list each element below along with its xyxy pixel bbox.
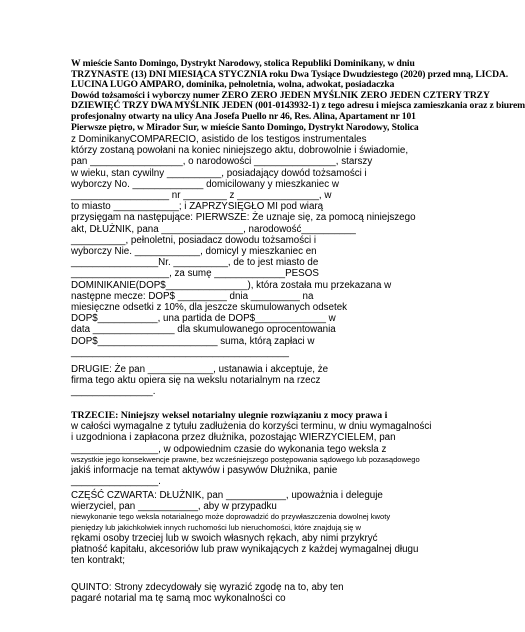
- first-paragraph: [71, 134, 441, 358]
- paragraph-line: przysięgam na następujące: PIERWSZE: Że uznaje się, za pomocą niniejszego: [71, 212, 416, 224]
- clause-line: _______________.: [71, 386, 156, 398]
- paragraph-line: to miasto ____________; i ZAPRZYSIĘGŁO MI pod wiarą: [71, 201, 324, 213]
- clause-line-small: niewykonanie tego weksla notarialnego może doprowadzić do przywłaszczenia dowolnej kwoty: [71, 512, 391, 522]
- clause-line-small: pieniędzy lub jakichkolwiek innych ruchomości lub nieruchomości, które znajdują się w: [71, 522, 361, 532]
- paragraph-line: ________________________________________: [71, 346, 289, 358]
- clause-line: w całości wymagalne z tytułu zadłużenia do korzyści terminu, w dniu wymagalności: [71, 421, 432, 433]
- notary-header: [71, 58, 525, 133]
- header-line: Dowód tożsamości i wyborczy numer ZERO ZERO JEDEN MYŚLNIK ZERO JEDEN CZTERY TRZY: [71, 89, 490, 101]
- header-line: DZIEWIĘĆ TRZY DWA MYŚLNIK JEDEN (001-0143932-1) z tego adresu i miejsca zamieszkania oraz z biurem: [71, 100, 525, 112]
- paragraph-line: DOMINIKANIE(DOP$_______________), która została mu przekazana w: [71, 279, 392, 291]
- clause-line: rękami osoby trzeciej lub w swoich własnych rękach, aby nimi przykryć: [71, 532, 378, 544]
- paragraph-line: którzy zostaną powołani na koniec niniejszego aktu, dobrowolnie i świadomie,: [71, 145, 409, 157]
- clause-line: QUINTO: Strony zdecydowały się wyrazić zgodę na to, aby ten: [71, 582, 344, 593]
- clause-line: pagaré notarial ma tę samą moc wykonalności co: [71, 593, 286, 605]
- header-line: W mieście Santo Domingo, Dystrykt Narodowy, stolica Republiki Dominikany, w dniu: [71, 58, 415, 69]
- header-line: Pierwsze piętro, w Mirador Sur, w mieście Santo Domingo, Dystrykt Narodowy, Stolica: [71, 121, 419, 133]
- paragraph-line: następne mecze: DOP$ _________ dnia _________ na: [71, 290, 314, 302]
- paragraph-line: ________________Nr. __________, de to jest miasto de: [71, 257, 319, 269]
- fourth-clause: [71, 490, 441, 566]
- second-clause: [71, 364, 441, 398]
- paragraph-line: DOP$______________________ suma, którą zapłaci w: [71, 335, 315, 347]
- third-clause: [71, 410, 441, 487]
- clause-line: wierzyciel, pan ___________, aby w przypadku: [71, 501, 277, 513]
- clause-line: DRUGIE: Że pan ____________, ustanawia i akceptuje, że: [71, 364, 329, 375]
- header-line: profesjonalny otwarty na ulicy Ana Josefa Puello nr 46, Res. Alina, Apartament nr 101: [71, 110, 416, 122]
- paragraph-line: w wieku, stan cywilny __________, posiadający dowód tożsamości i: [71, 167, 367, 179]
- paragraph-line: __________________ nr ________ z _______________, w: [71, 190, 332, 202]
- fifth-clause: [71, 582, 441, 604]
- paragraph-line: wyborczy Nie. ____________, domicyl y mieszkaniec en: [71, 246, 317, 258]
- header-line: TRZYNASTE (13) DNI MIESIĄCA STYCZNIA roku Dwa Tysiące Dwudziestego (2020) przed mną, LICDA.: [71, 68, 509, 80]
- paragraph-line: miesięczne odsetki z 10%, dla jeszcze skumulowanych odsetek: [71, 302, 348, 314]
- paragraph-line: data _______________ dla skumulowanego oprocentowania: [71, 324, 336, 336]
- clause-line: ten kontrakt;: [71, 555, 125, 567]
- clause-line: ________________, w odpowiednim czasie do wykonania tego weksla z: [71, 443, 387, 455]
- paragraph-line: __________, pełnoletni, posiadacz dowodu tożsamości i: [71, 234, 317, 246]
- clause-line: płatność kapitału, akcesoriów lub praw wynikających z każdej wymagalnej długu: [71, 544, 419, 556]
- clause-line: CZĘŚĆ CZWARTA: DŁUŻNIK, pan ___________, upoważnia i deleguje: [71, 490, 383, 501]
- clause-line: i uzgodniona i zapłacona przez dłużnika, pozostając WIERZYCIELEM, pan: [71, 432, 396, 444]
- paragraph-line: DOP$___________, una partida de DOP$_____________ w: [71, 313, 336, 325]
- paragraph-line: __________________, za sumę _____________PESOS: [71, 268, 319, 280]
- paragraph-line: wyborczy No. _____________ domicilowany y mieszkaniec w: [71, 178, 339, 190]
- clause-heading: TRZECIE: Niniejszy weksel notarialny ulegnie rozwiązaniu z mocy prawa i: [71, 410, 388, 421]
- clause-line: jakiś informacje na temat aktywów i pasywów Dłużnika, panie: [71, 465, 338, 477]
- paragraph-line: pan _________________, o narodowości _______________, starszy: [71, 156, 373, 168]
- clause-line: ________________.: [71, 476, 161, 488]
- header-line: LUCINA LUGO AMPARO, dominika, pełnoletnia, wolna, adwokat, posiadaczka: [71, 79, 395, 91]
- paragraph-line: akt, DŁUŻNIK, pana _______________, narodowość__________: [71, 223, 356, 235]
- clause-line: firma tego aktu opiera się na wekslu notarialnym na rzecz: [71, 375, 321, 387]
- clause-line-small: wszystkie jego konsekwencje prawne, bez wcześniejszego postępowania sądowego lub pozasądowego: [71, 454, 420, 464]
- paragraph-line: z DominikanyCOMPARECIO, asistido de los testigos instrumentales: [71, 134, 367, 145]
